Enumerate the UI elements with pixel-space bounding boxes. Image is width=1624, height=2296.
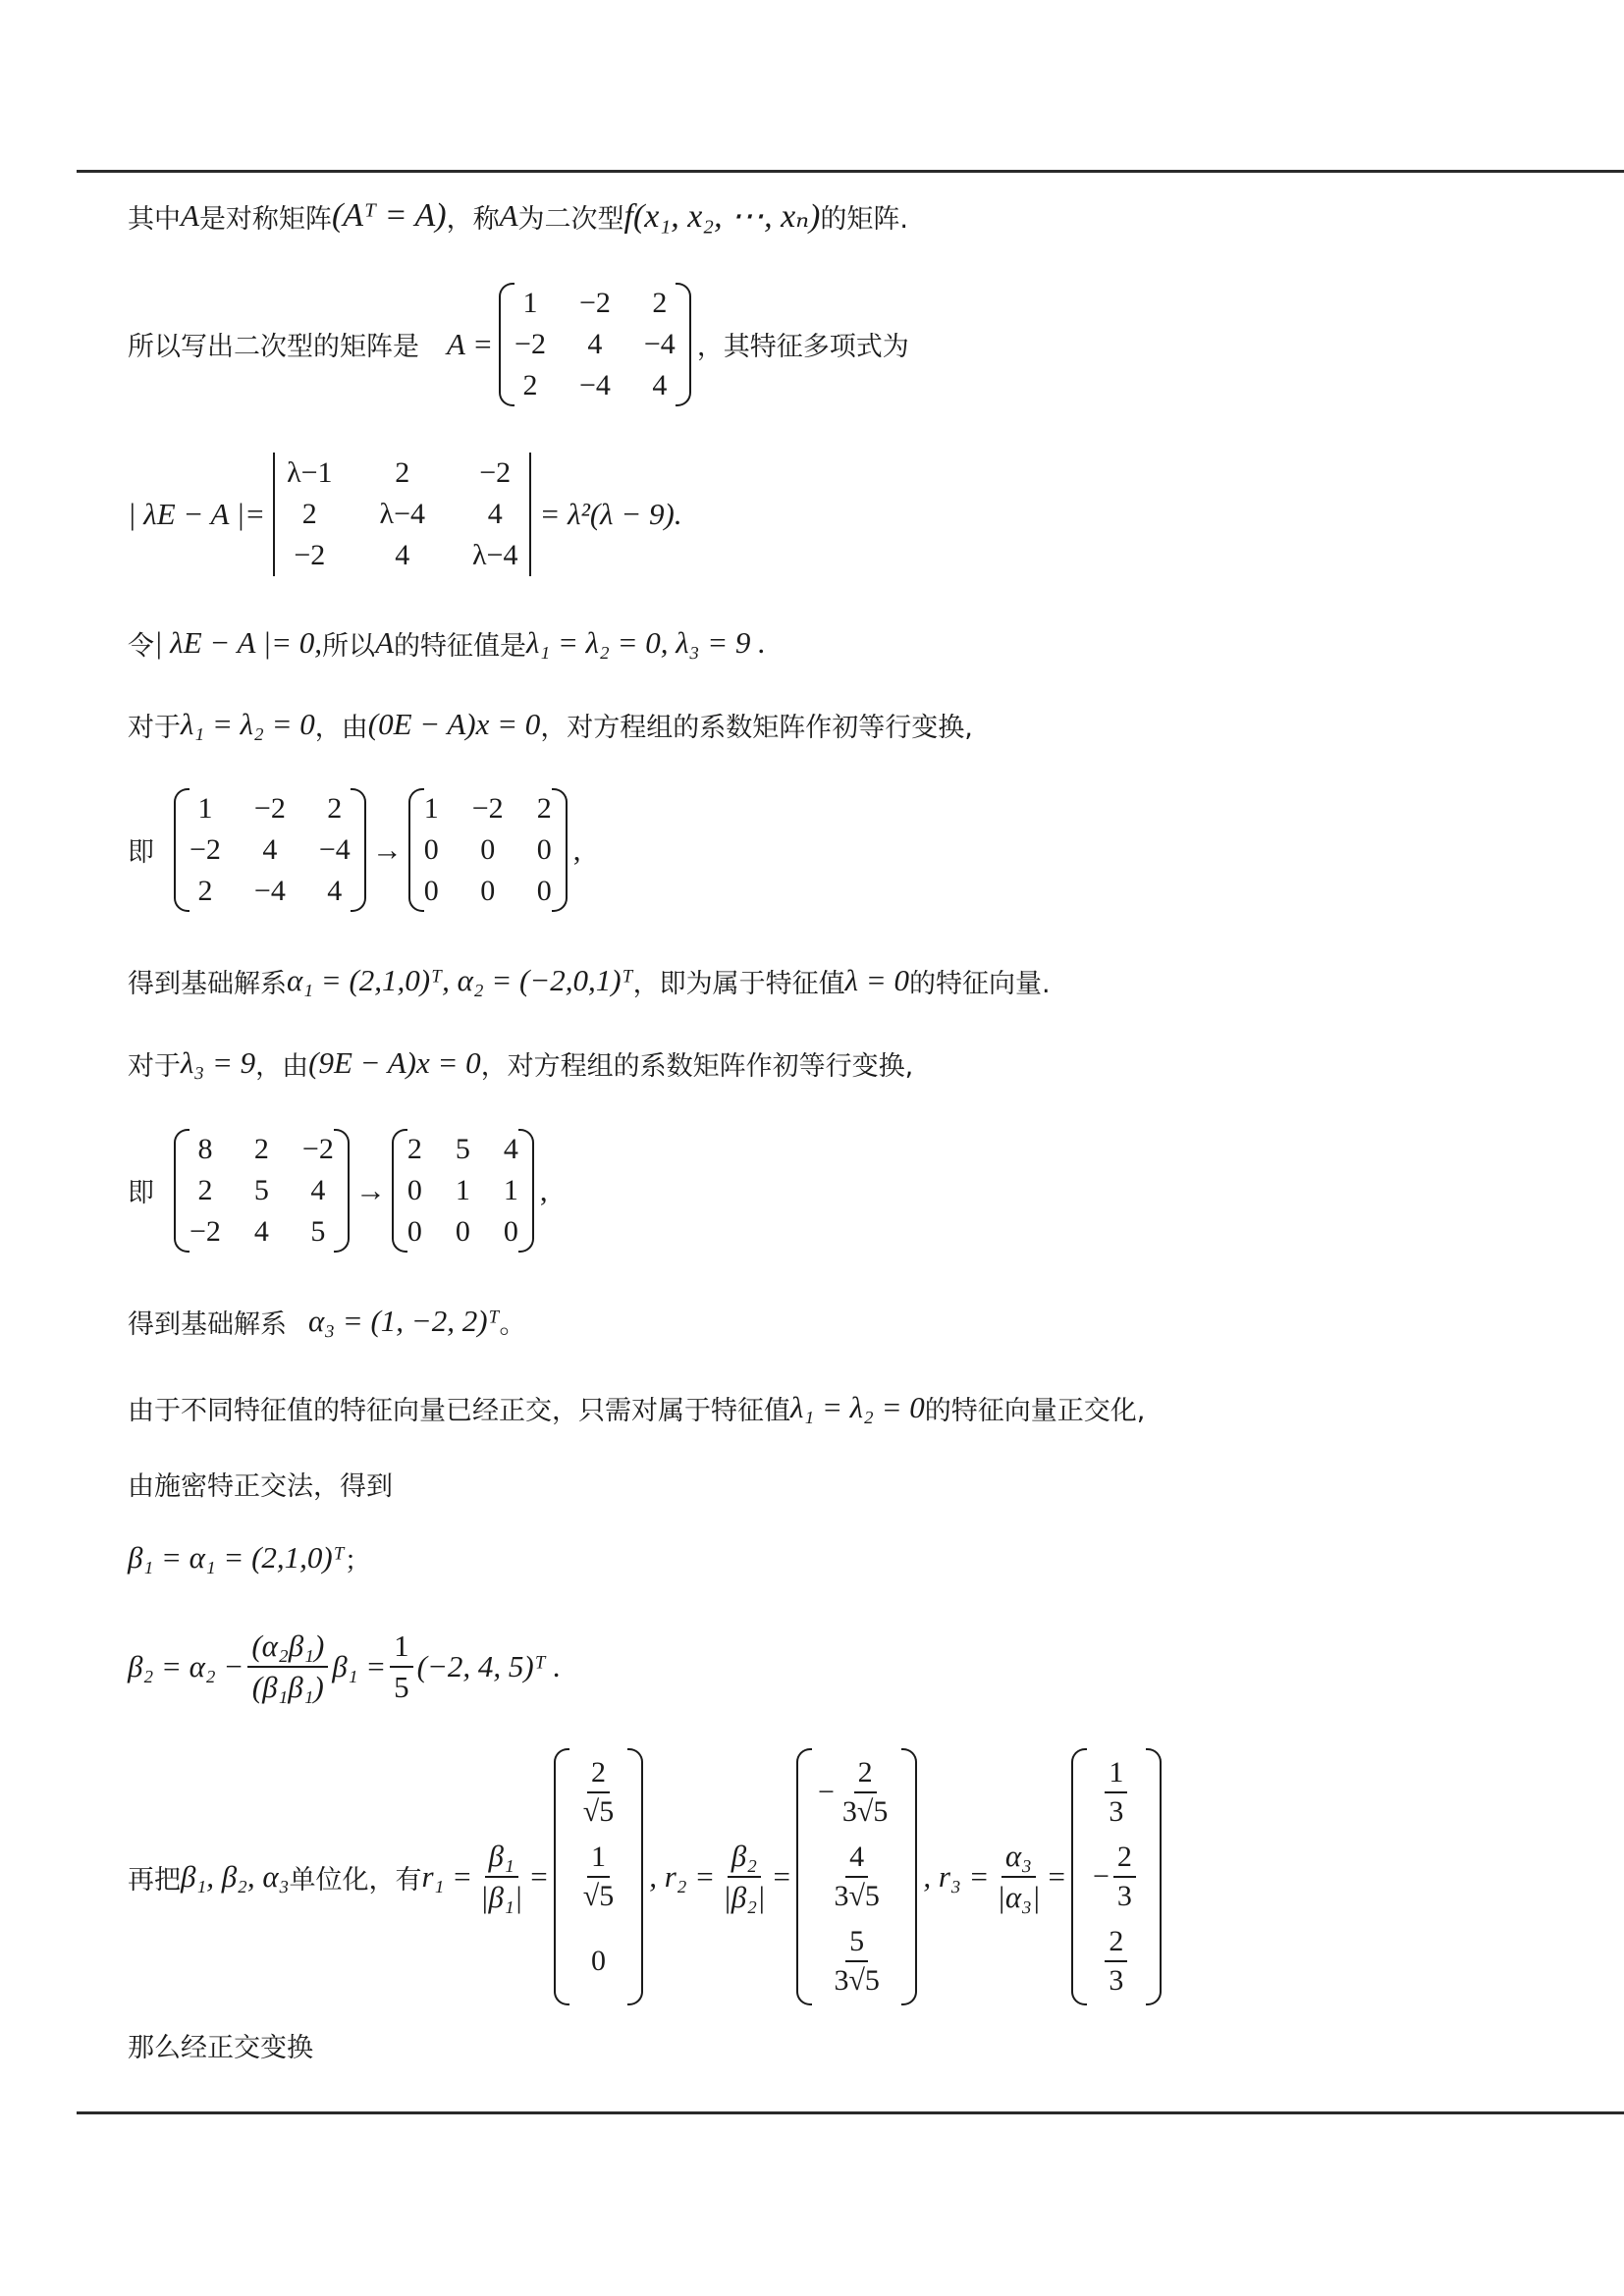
fraction xyxy=(839,1756,892,1829)
matrix-cell: −2 xyxy=(253,791,286,825)
denominator: 3 xyxy=(1116,1880,1132,1912)
text: ； xyxy=(344,1545,371,1576)
vector-r1 xyxy=(554,1748,643,2005)
matrix-cell: −4 xyxy=(643,327,676,360)
line-orthogonal-transform xyxy=(128,2022,313,2067)
matrix-cell: 0 xyxy=(536,874,552,907)
denominator: |β₂| xyxy=(723,1880,766,1914)
matrix-cell: 5 xyxy=(253,1173,269,1206)
math: λ₁ = λ₂ = 0 xyxy=(181,707,315,741)
math: λ₁ = λ₂ = 0 xyxy=(790,1390,925,1424)
denominator: 5 xyxy=(394,1670,409,1704)
math: A xyxy=(181,198,199,233)
math: , xyxy=(572,831,581,867)
sign: − xyxy=(817,1776,835,1808)
text: 是对称矩阵 xyxy=(198,203,332,235)
numerator: 5 xyxy=(845,1925,868,1962)
sign: − xyxy=(1092,1860,1110,1893)
matrix-cell: 2 xyxy=(301,497,317,530)
matrix-cell: −2 xyxy=(578,286,611,319)
matrix-cell: 4 xyxy=(310,1173,326,1206)
line-characteristic-polynomial xyxy=(128,443,682,585)
vector-entry xyxy=(575,1754,622,1831)
denominator: (β₁β₁) xyxy=(251,1670,324,1704)
math: A xyxy=(499,198,518,233)
math: , r₂ = xyxy=(649,1859,716,1894)
numerator: 1 xyxy=(1105,1756,1127,1793)
matrix-cell: −2 xyxy=(189,1214,221,1248)
matrix-cell: 1 xyxy=(423,791,439,825)
math: , xyxy=(539,1172,548,1207)
matrix-cell: 0 xyxy=(423,832,439,866)
matrix-cell: 1 xyxy=(455,1173,470,1206)
fraction xyxy=(719,1839,769,1915)
matrix-cell: 2 xyxy=(253,1132,269,1165)
matrix-cell: λ−4 xyxy=(379,497,425,530)
arrow: → xyxy=(371,831,403,867)
numerator: (α₂β₁) xyxy=(247,1629,328,1668)
matrix-cell: 0 xyxy=(480,832,496,866)
determinant xyxy=(271,453,533,576)
line-matrix-a xyxy=(128,273,909,415)
math: (Aᵀ = A) xyxy=(331,197,447,234)
vector-entry xyxy=(1093,1839,1140,1915)
numerator: 2 xyxy=(854,1756,877,1793)
matrix-cell: 4 xyxy=(262,832,278,866)
text: ，其特征多项式为 xyxy=(696,332,909,362)
fraction xyxy=(830,1925,883,1998)
vector-value: 0 xyxy=(590,1945,606,1977)
line-case-nine xyxy=(128,1041,913,1086)
math: λ = 0 xyxy=(844,963,909,997)
line-beta2 xyxy=(128,1618,561,1716)
fraction xyxy=(1105,1756,1127,1829)
fraction xyxy=(1105,1925,1127,1998)
text: ，对方程组的系数矩阵作初等行变换, xyxy=(540,712,973,743)
math: β₁ = xyxy=(332,1649,387,1683)
math: , r₃ = xyxy=(923,1859,990,1894)
matrix-cell: 4 xyxy=(253,1214,269,1248)
header-rule xyxy=(77,170,1624,173)
math: (−2, 4, 5)ᵀ . xyxy=(416,1649,562,1683)
denominator: 3 xyxy=(1109,1964,1124,1997)
matrix-cell: λ−1 xyxy=(287,455,333,489)
numerator: 2 xyxy=(1113,1841,1136,1878)
text: 令 xyxy=(128,630,154,662)
math: = λ²(λ − 9). xyxy=(539,496,682,531)
math: = xyxy=(773,1859,790,1894)
line-basis-alpha3 xyxy=(128,1298,526,1345)
text: 那么经正交变换 xyxy=(128,2032,313,2063)
matrix-cell: 0 xyxy=(406,1173,422,1206)
numerator: β₂ xyxy=(728,1839,761,1878)
matrix-cell: 4 xyxy=(327,874,343,907)
matrix-cell: 4 xyxy=(487,497,503,530)
math: A xyxy=(375,625,394,660)
matrix-cell: −2 xyxy=(294,538,326,571)
matrix-cell: λ−4 xyxy=(472,538,518,571)
matrix-cell: −2 xyxy=(514,327,546,360)
vector-r2 xyxy=(796,1748,917,2005)
text: 的特征值是 xyxy=(394,630,526,662)
matrix-cell: 2 xyxy=(652,286,668,319)
vector-r3 xyxy=(1071,1748,1162,2005)
matrix-after xyxy=(392,1129,534,1253)
math: β₂ = α₂ − xyxy=(128,1649,244,1683)
math: λ₃ = 9 xyxy=(181,1045,256,1080)
numerator: 2 xyxy=(587,1756,610,1793)
matrix-cell: −4 xyxy=(318,832,351,866)
matrix-cell: 0 xyxy=(536,832,552,866)
math: α₃ = (1, −2, 2)ᵀ xyxy=(308,1304,500,1338)
text: 即 xyxy=(128,837,154,868)
denominator: 3√5 xyxy=(834,1880,880,1912)
math: β₁ = α₁ = (2,1,0)ᵀ xyxy=(128,1540,345,1575)
math: (9E − A)x = 0 xyxy=(308,1045,481,1080)
matrix-before xyxy=(174,788,366,912)
matrix-cell: 0 xyxy=(503,1214,518,1248)
matrix-cell: 1 xyxy=(197,791,213,825)
matrix-cell: −2 xyxy=(479,455,512,489)
matrix-cell: −2 xyxy=(189,832,221,866)
fraction xyxy=(1113,1841,1136,1913)
matrix-cell: 0 xyxy=(423,874,439,907)
denominator: √5 xyxy=(582,1880,615,1912)
text: ，对方程组的系数矩阵作初等行变换, xyxy=(480,1050,914,1082)
text: 由于不同特征值的特征向量已经正交，只需对属于特征值 xyxy=(128,1395,790,1426)
line-normalization xyxy=(128,1745,1167,2008)
line-symmetric-matrix xyxy=(128,192,908,240)
matrix-cell: 2 xyxy=(406,1132,422,1165)
matrix-cell: 2 xyxy=(197,874,213,907)
text: 其中 xyxy=(128,203,181,235)
matrix-after xyxy=(408,788,568,912)
text: 由施密特正交法，得到 xyxy=(128,1470,393,1502)
matrix-cell: 0 xyxy=(406,1214,422,1248)
matrix-cell: 4 xyxy=(503,1132,518,1165)
matrix-cell: 4 xyxy=(587,327,603,360)
text: 单位化，有 xyxy=(289,1864,422,1896)
text: 为二次型 xyxy=(517,203,624,235)
matrix-cell: 5 xyxy=(455,1132,470,1165)
math: α₁ = (2,1,0)ᵀ, α₂ = (−2,0,1)ᵀ xyxy=(287,963,633,997)
text: ，称 xyxy=(446,203,500,235)
matrix-cell: 2 xyxy=(327,791,343,825)
matrix-cell: −4 xyxy=(578,368,611,401)
matrix-cell: 0 xyxy=(480,874,496,907)
text: ，即为属于特征值 xyxy=(632,968,845,999)
matrix-cell: 8 xyxy=(197,1132,213,1165)
denominator: √5 xyxy=(582,1795,615,1828)
text: 的矩阵. xyxy=(820,203,908,235)
text: 对于 xyxy=(128,1050,181,1082)
text: 即 xyxy=(128,1178,154,1208)
fraction xyxy=(579,1841,618,1913)
fraction xyxy=(476,1839,526,1915)
text: ，由 xyxy=(255,1050,309,1082)
denominator: 3√5 xyxy=(834,1964,880,1997)
math: = xyxy=(1048,1859,1065,1894)
denominator: 3√5 xyxy=(841,1795,889,1828)
text: 所以 xyxy=(322,630,376,662)
vector-entry xyxy=(818,1839,895,1915)
vector-entry xyxy=(1093,1754,1140,1831)
text: 再把 xyxy=(128,1864,181,1896)
matrix-cell: 2 xyxy=(536,791,552,825)
vector-entry xyxy=(575,1923,622,2000)
matrix-cell: 1 xyxy=(522,286,538,319)
matrix-cell: 4 xyxy=(652,368,668,401)
matrix-cell: 1 xyxy=(503,1173,518,1206)
matrix-cell: 5 xyxy=(310,1214,326,1248)
line-eigenvalues xyxy=(128,620,766,666)
line-beta1 xyxy=(128,1534,371,1581)
fraction xyxy=(993,1839,1044,1915)
text: 的特征向量. xyxy=(908,968,1051,999)
fraction xyxy=(579,1756,618,1829)
matrix-cell: −2 xyxy=(471,791,504,825)
text: 。 xyxy=(499,1308,526,1340)
vector-entry xyxy=(818,1923,895,2000)
line-orthogonal-note xyxy=(128,1384,1145,1431)
matrix-cell: 2 xyxy=(522,368,538,401)
matrix-cell: 4 xyxy=(395,538,410,571)
line-case-zero xyxy=(128,702,973,747)
math: (0E − A)x = 0 xyxy=(367,707,541,741)
line-row-reduction-1 xyxy=(128,778,580,921)
numerator: 2 xyxy=(1105,1925,1127,1962)
text: 得到基础解系 xyxy=(128,1308,287,1340)
text: 的特征向量正交化, xyxy=(924,1395,1146,1426)
matrix-cell: −2 xyxy=(301,1132,334,1165)
numerator: 1 xyxy=(390,1629,413,1668)
matrix-cell: 2 xyxy=(197,1173,213,1206)
vector-entry xyxy=(818,1754,895,1831)
math: r₁ = xyxy=(421,1859,472,1894)
footer-rule xyxy=(77,2111,1624,2114)
text: 得到基础解系 xyxy=(128,968,287,999)
fraction xyxy=(390,1629,413,1705)
vector-entry xyxy=(1093,1923,1140,2000)
math: A = xyxy=(447,326,494,361)
math: = xyxy=(530,1859,548,1894)
text: 对于 xyxy=(128,712,181,743)
math: | λE − A |= 0, xyxy=(154,625,323,660)
text: 所以写出二次型的矩阵是 xyxy=(128,332,419,362)
numerator: 1 xyxy=(587,1841,610,1878)
matrix-a xyxy=(499,283,691,406)
math: f(x₁, x₂, ⋯, xₙ) xyxy=(623,198,821,235)
numerator: 4 xyxy=(845,1841,868,1878)
text: ，由 xyxy=(314,712,368,743)
fraction xyxy=(830,1841,883,1913)
numerator: α₃ xyxy=(1001,1839,1036,1878)
math: λ₁ = λ₂ = 0, λ₃ = 9 . xyxy=(526,625,766,660)
matrix-before xyxy=(174,1129,350,1253)
numerator: β₁ xyxy=(485,1839,518,1878)
matrix-cell: 0 xyxy=(455,1214,470,1248)
vector-entry xyxy=(575,1839,622,1915)
denominator: |β₁| xyxy=(480,1880,523,1914)
denominator: 3 xyxy=(1109,1795,1124,1828)
math: | λE − A |= xyxy=(128,496,266,531)
arrow: → xyxy=(354,1172,386,1207)
line-schmidt xyxy=(128,1461,393,1506)
line-basis-alpha12 xyxy=(128,957,1051,1004)
math: β₁, β₂, α₃ xyxy=(181,1859,290,1894)
line-row-reduction-2 xyxy=(128,1119,548,1261)
fraction xyxy=(247,1629,328,1705)
matrix-cell: 2 xyxy=(395,455,410,489)
denominator: |α₃| xyxy=(997,1880,1041,1914)
matrix-cell: −4 xyxy=(253,874,286,907)
